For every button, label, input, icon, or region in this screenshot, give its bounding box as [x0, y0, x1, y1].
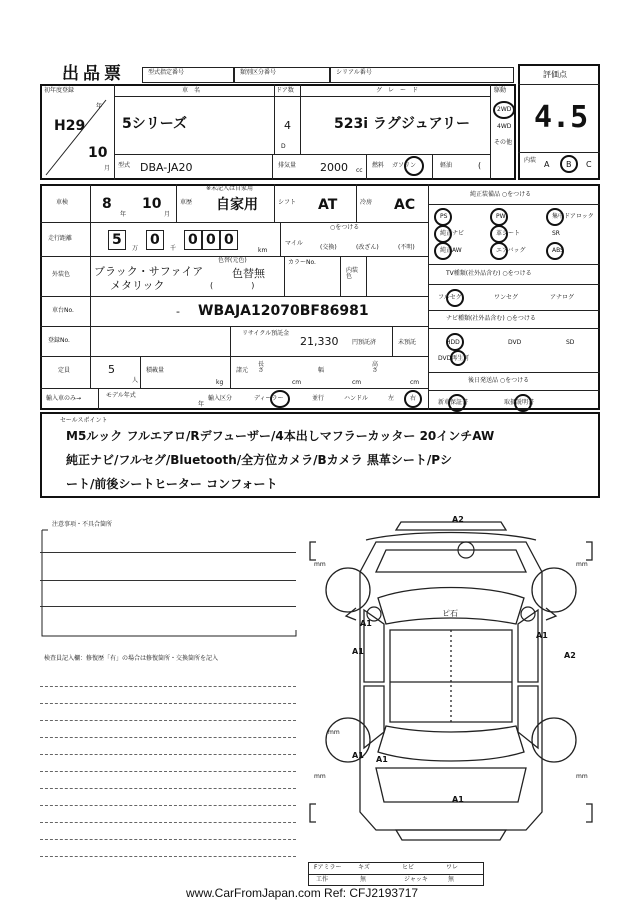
- load-unit: kg: [216, 379, 224, 386]
- dim-length: 長さ: [258, 361, 265, 374]
- navi-hdd-circle: [446, 333, 464, 351]
- mileage-opt-unknown: (不明): [398, 244, 415, 251]
- notes-line-1: [40, 552, 296, 553]
- mileage-digit-3: 0: [188, 232, 198, 248]
- legend-header: キズ: [358, 864, 370, 871]
- mileage-unit-sen: 千: [170, 245, 177, 252]
- navi-header: ナビ種類(社外品含む) ○をつける: [446, 315, 536, 322]
- equipment-circle: [490, 242, 508, 260]
- inspector-line: [40, 686, 296, 687]
- load-label: 積載量: [146, 367, 165, 374]
- dim-width-unit: cm: [352, 379, 362, 386]
- mileage-opt-tamper: (改ざん): [356, 244, 379, 251]
- capacity-value: 5: [108, 363, 115, 376]
- footer-watermark: www.CarFromJapan.com Ref: CFJ2193717: [186, 886, 419, 900]
- inspector-line: [40, 737, 296, 738]
- navi-item: DVD: [508, 339, 522, 346]
- mileage-opt-exchange: (交換): [320, 244, 337, 251]
- type-designation-label: 型式指定番号: [148, 69, 185, 76]
- interior-b-circle: [560, 155, 578, 173]
- navi-item: HDD: [446, 339, 460, 346]
- tv-item: フルセグ: [438, 294, 462, 301]
- mileage-km: km: [258, 247, 268, 254]
- color-line2: メタリック: [110, 279, 165, 292]
- color-change-parens: ( ): [210, 281, 255, 290]
- extra-circle: [514, 394, 532, 412]
- equipment-item: 純正ナビ: [440, 230, 465, 237]
- damage-mark: A2: [564, 651, 576, 660]
- mileage-digit-4: 0: [206, 232, 216, 248]
- score-label: 評価点: [543, 70, 567, 79]
- grade-value: 523i ラグジュアリー: [334, 116, 471, 132]
- dim-length-unit: cm: [292, 379, 302, 386]
- doors-value: 4: [284, 119, 291, 132]
- form-title: 出品票: [62, 64, 125, 84]
- drive-2wd: 2WD: [497, 106, 512, 113]
- reg-month: 10: [88, 145, 108, 161]
- handle-left: 左: [388, 395, 395, 402]
- interior-color-label: 内装色: [346, 267, 359, 280]
- inspector-line: [40, 720, 296, 721]
- equipment-circle: [490, 208, 508, 226]
- interior-a: A: [544, 160, 550, 169]
- drive-other: その他: [494, 139, 513, 146]
- drive-4wd: 4WD: [497, 123, 512, 130]
- damage-mark: A1: [452, 795, 464, 804]
- equipment-circle: [434, 208, 452, 226]
- capacity-label: 定員: [58, 367, 71, 374]
- handle-right: 右: [410, 395, 417, 402]
- inspection-year: 8: [102, 196, 112, 212]
- sales-line-2: 純正ナビ/フルセグ/Bluetooth/全方位カメラ/Bカメラ 黒革シート/Pシ: [66, 453, 453, 467]
- inspector-line: [40, 771, 296, 772]
- color-label: 外装色: [52, 271, 71, 278]
- color-no-label: カラーNo.: [288, 259, 316, 266]
- inspection-month-unit: 月: [164, 211, 171, 218]
- first-reg-label: 初年度登録: [44, 87, 75, 94]
- drive-label: 駆動: [494, 87, 507, 94]
- ac-value: AC: [394, 197, 416, 213]
- doors-label: ドア数: [276, 87, 294, 94]
- notes-line-3: [40, 606, 296, 607]
- mm-unit: mm: [314, 773, 326, 780]
- grade-label: グレード: [376, 87, 425, 94]
- usage-value: 自家用: [216, 197, 258, 213]
- car-name: 5シリーズ: [122, 116, 188, 132]
- reg-no-label: 登録No.: [48, 337, 70, 344]
- recycle-value: 21,330: [300, 335, 339, 348]
- equipment-item: PW: [496, 213, 506, 220]
- damage-mark: A2: [452, 515, 464, 524]
- reg-month-unit: 月: [104, 165, 111, 172]
- dims-label: 諸元: [236, 367, 249, 374]
- equipment-item: SR: [552, 230, 560, 237]
- model-year-unit: 年: [198, 401, 205, 408]
- color-change-value: 色替無: [232, 267, 265, 280]
- equipment-circle: [434, 242, 452, 260]
- import-type-value: ディーラー: [254, 395, 284, 402]
- damage-center-text: ピ石: [442, 609, 458, 618]
- inspection-month: 10: [142, 196, 162, 212]
- inspector-label: 検査員記入欄：修復歴「有」の場合は修復箇所・交換箇所を記入: [44, 655, 219, 662]
- displacement-value: 2000: [320, 161, 348, 174]
- inspector-line: [40, 754, 296, 755]
- fuel-value: ガソリン: [392, 162, 417, 169]
- parallel-label: 並行: [312, 395, 325, 402]
- equipment-item: ABS: [552, 247, 564, 254]
- mm-unit: mm: [328, 729, 340, 736]
- reg-year-unit: 年: [96, 103, 103, 110]
- import-only-label: 輸入車のみ→: [46, 395, 82, 402]
- handle-right-circle: [404, 390, 422, 408]
- tv-item: ワンセグ: [494, 294, 519, 301]
- dim-width: 幅: [318, 367, 325, 374]
- equipment-item: PS: [440, 213, 448, 220]
- inspector-line: [40, 788, 296, 789]
- mileage-digit-2: 0: [150, 232, 160, 248]
- mm-unit: mm: [576, 561, 588, 568]
- inspector-line: [40, 839, 296, 840]
- notes-label: 注意事項・不具合箇所: [52, 521, 113, 528]
- color-change-label: 色替(元色): [218, 257, 247, 264]
- usage-note: ※未記入は自家用: [206, 185, 254, 192]
- extra-item: 取扱説明書: [504, 399, 535, 406]
- equipment-header: 純正装備品 ○をつける: [470, 191, 532, 198]
- serial-label: シリアル番号: [336, 69, 372, 76]
- car-name-label: 車名: [182, 87, 207, 94]
- inspector-line: [40, 805, 296, 806]
- reg-era-year: H29: [54, 118, 86, 134]
- type-label: 型式: [118, 162, 131, 169]
- mm-unit: mm: [314, 561, 326, 568]
- model-year-label: モデル年式: [106, 392, 136, 399]
- legend-value: 工作: [316, 876, 329, 883]
- inspection-year-unit: 年: [120, 211, 127, 218]
- vin-label: 車台No.: [52, 307, 74, 314]
- tv-circle: [446, 289, 464, 307]
- navi-item: DVD再生可: [438, 355, 470, 362]
- damage-mark: A1: [352, 647, 364, 656]
- sales-line-1: M5ルック フルエアロ/Rデフューザー/4本出しマフラーカッター 20インチAW: [66, 429, 495, 443]
- light-oil-label: 軽油: [440, 162, 453, 169]
- damage-mark: A1: [376, 755, 388, 764]
- fuel-circle: [404, 156, 424, 176]
- legend-value: 無: [360, 876, 367, 883]
- recycle-unit: 円預託済: [352, 339, 377, 346]
- import-type-label: 輸入区分: [208, 395, 233, 402]
- tv-item: アナログ: [550, 294, 575, 301]
- ac-label: 冷房: [360, 199, 373, 206]
- extra-item: 新車保証書: [438, 399, 469, 406]
- vin-value: WBAJA12070BF86981: [198, 303, 369, 319]
- legend-header: ヒビ: [402, 864, 415, 871]
- dim-height-unit: cm: [410, 379, 420, 386]
- notes-line-2: [40, 580, 296, 581]
- equipment-item: 純正AW: [440, 247, 462, 254]
- capacity-unit: 人: [132, 377, 139, 384]
- equipment-item: 革シート: [496, 230, 521, 237]
- equipment-circle: [546, 208, 564, 226]
- light-oil-paren: (: [478, 161, 482, 170]
- score-value: 4.5: [534, 100, 589, 135]
- navi-item: SD: [566, 339, 575, 346]
- recycle-label: リサイクル預託金: [242, 330, 290, 337]
- doors-unit: D: [281, 143, 286, 150]
- mileage-opts-header: ○をつける: [330, 224, 360, 231]
- damage-mark: A1: [352, 751, 364, 760]
- handle-label: ハンドル: [344, 395, 369, 402]
- equipment-item: エアバッグ: [496, 247, 526, 254]
- sales-points-label: セールスポイント: [60, 417, 108, 424]
- extra-header: 後日発送品 ○をつける: [468, 377, 530, 384]
- damage-mark: A1: [536, 631, 548, 640]
- navi-dvd-circle: [450, 350, 466, 366]
- tv-header: TV種類(社外品含む) ○をつける: [446, 270, 532, 277]
- interior-label: 内装: [524, 157, 537, 164]
- equipment-circle: [434, 225, 452, 243]
- category-label: 類別区分番号: [240, 69, 277, 76]
- recycle-unpaid: 未預託: [398, 339, 417, 346]
- legend-header: Fアミラー: [314, 864, 342, 871]
- legend-value: ジャッキ: [404, 876, 428, 883]
- shift-label: シフト: [278, 199, 297, 206]
- legend-value: 無: [448, 876, 455, 883]
- equipment-circle: [546, 242, 564, 260]
- sales-line-3: ート/前後シートヒーター コンフォート: [66, 477, 278, 491]
- interior-b: B: [566, 160, 572, 169]
- mileage-label: 走行距離: [48, 235, 73, 242]
- legend-header: ワレ: [446, 864, 459, 871]
- shift-value: AT: [318, 197, 338, 213]
- inspection-label: 車検: [56, 199, 69, 206]
- color-line1: ブラック・サファイア: [94, 265, 204, 278]
- type-value: DBA-JA20: [140, 161, 193, 174]
- fuel-label: 燃料: [372, 162, 385, 169]
- mileage-digit-5: 0: [224, 232, 234, 248]
- equipment-item: 集中ドアロック: [552, 213, 594, 220]
- equipment-circle: [490, 225, 508, 243]
- drive-2wd-circle: [493, 101, 515, 119]
- damage-mark: A1: [360, 619, 372, 628]
- import-dealer-circle: [270, 390, 290, 408]
- mm-unit: mm: [576, 773, 588, 780]
- vin-prefix: -: [176, 305, 180, 318]
- displacement-label: 排気量: [278, 162, 297, 169]
- inspector-line: [40, 822, 296, 823]
- mileage-digit-1: 5: [112, 232, 122, 248]
- notes-bracket: [38, 528, 300, 640]
- interior-c: C: [586, 160, 592, 169]
- car-diagram: [306, 512, 596, 852]
- extra-circle: [448, 394, 466, 412]
- displacement-unit: cc: [356, 167, 363, 174]
- mileage-unit-man: 万: [132, 245, 139, 252]
- usage-label: 車歴: [180, 199, 193, 206]
- inspector-line: [40, 703, 296, 704]
- inspector-line: [40, 856, 296, 857]
- dim-height: 高さ: [372, 361, 379, 374]
- mileage-opt-mile: マイル: [285, 240, 303, 247]
